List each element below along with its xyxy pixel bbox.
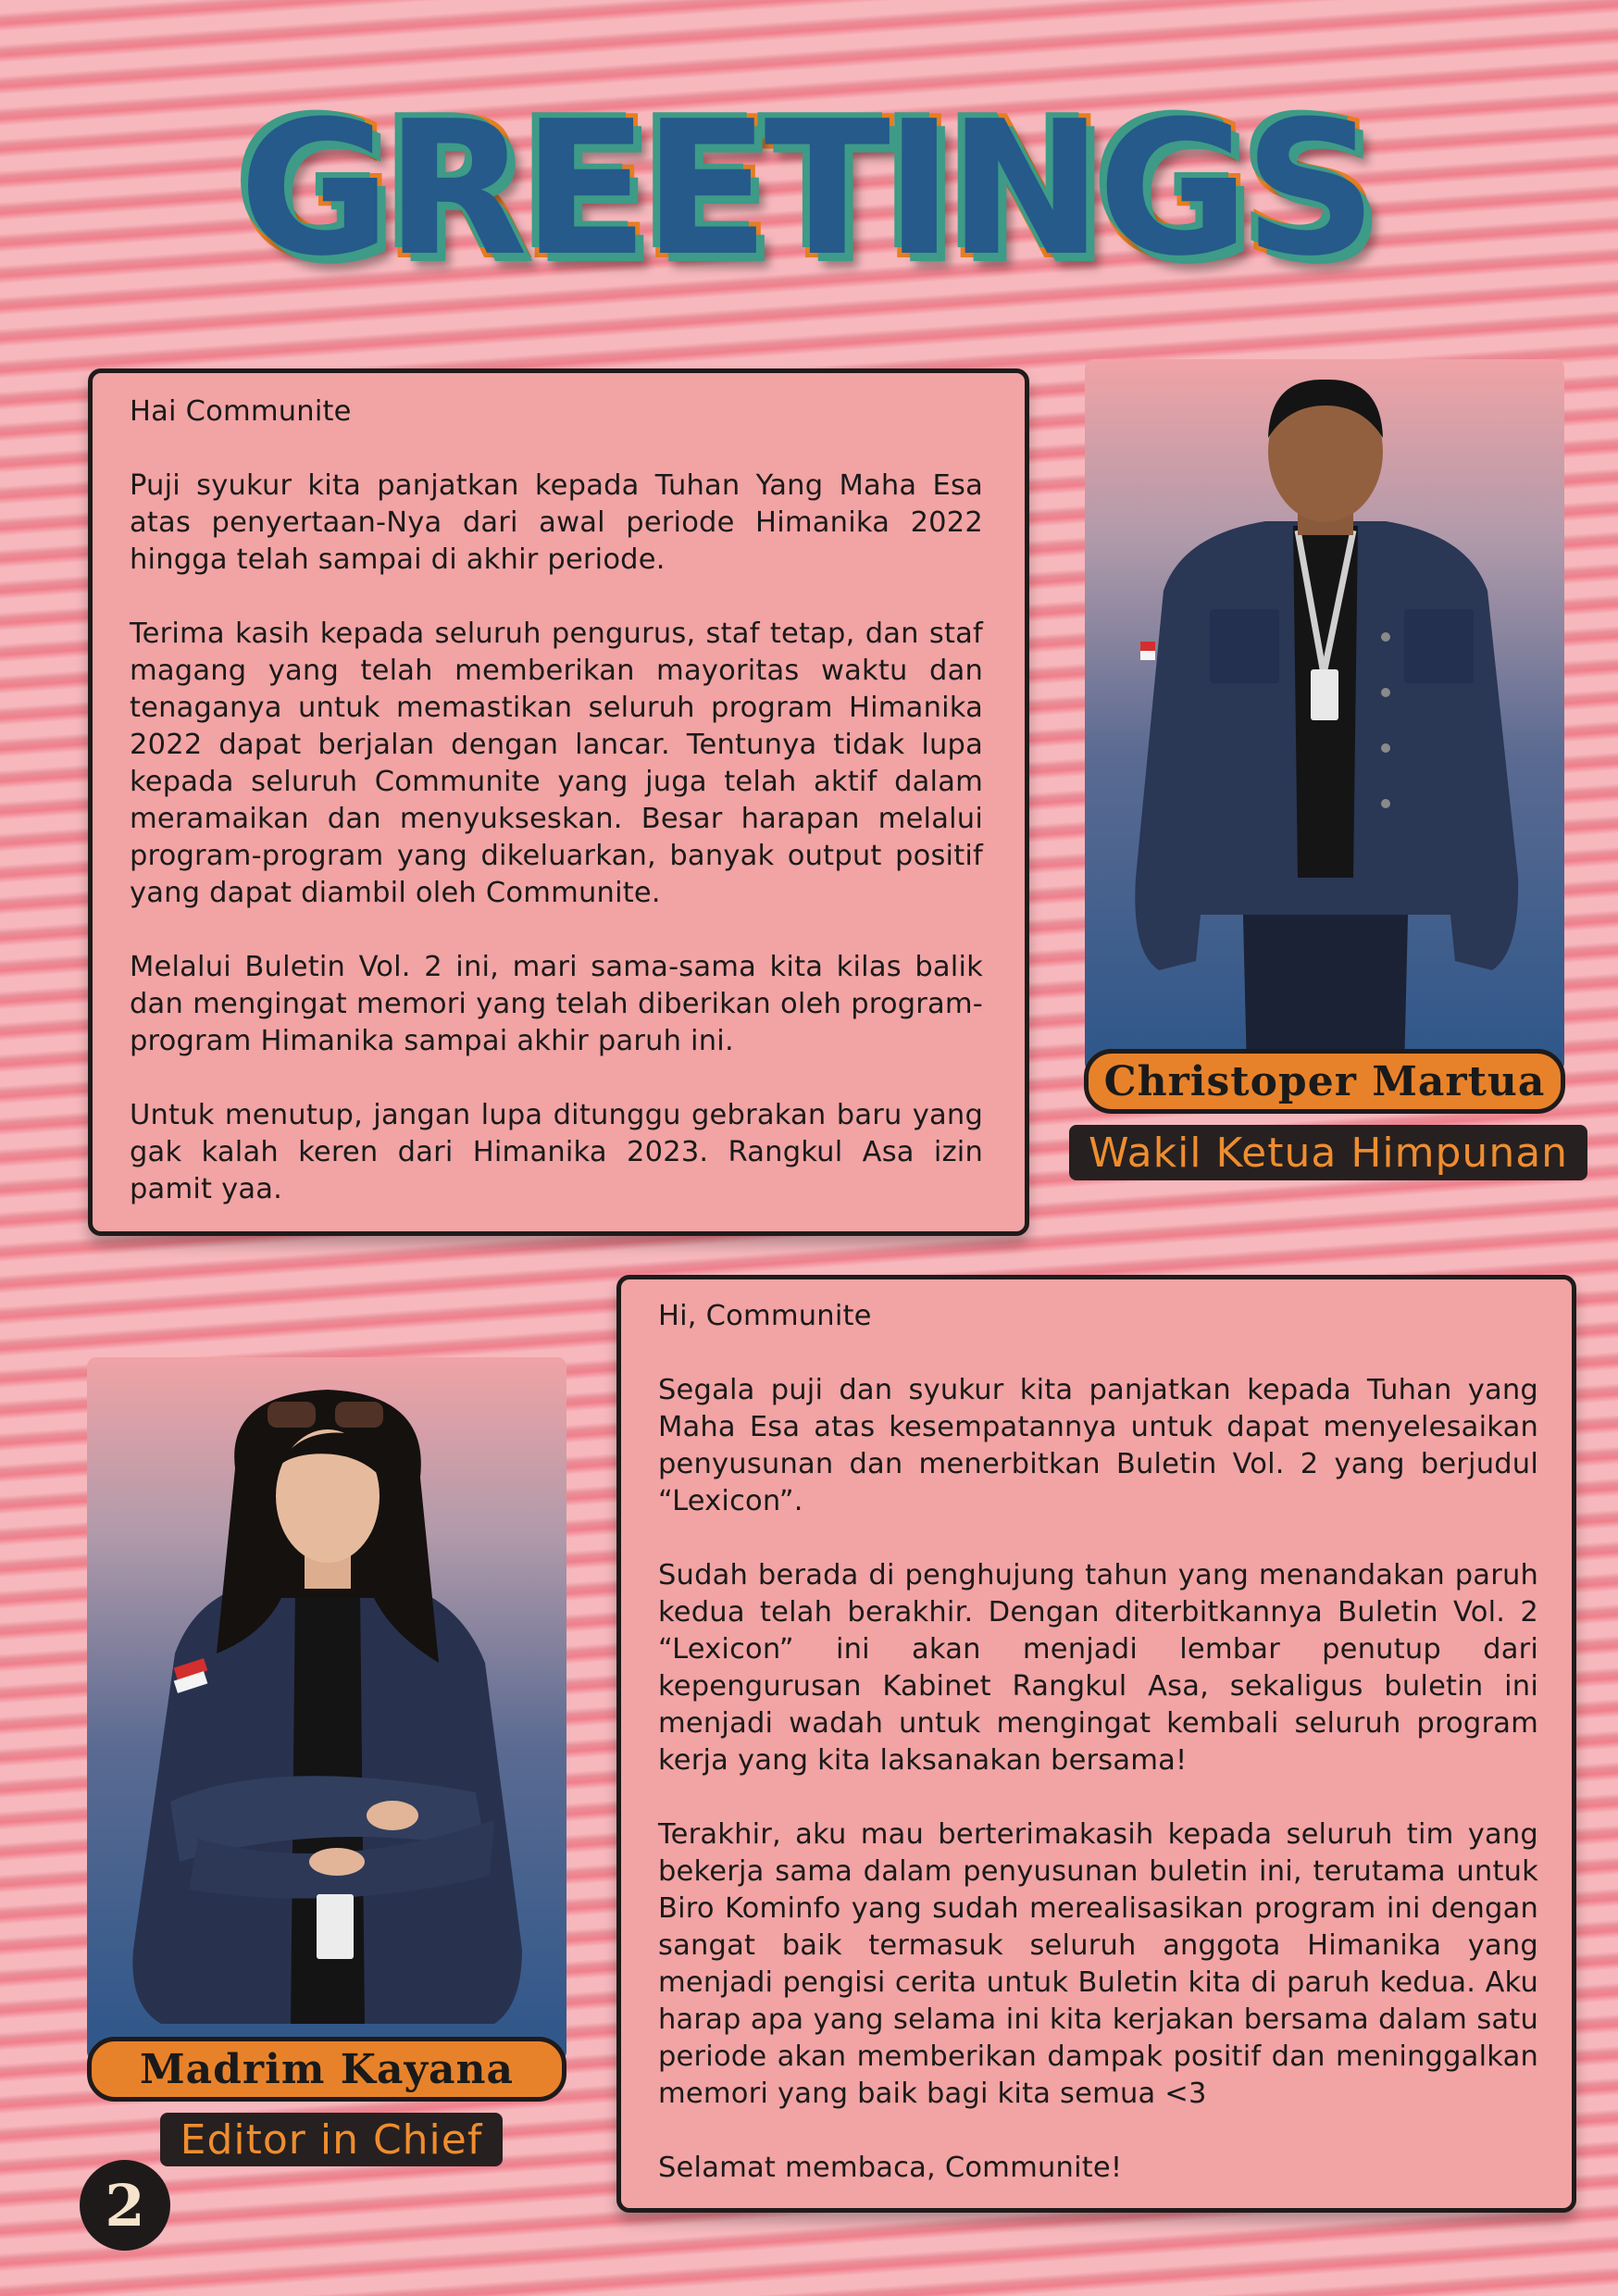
greeting-paragraph: Sudah berada di penghujung tahun yang menandakan paruh kedua telah berakhir. Dengan diterbitkannya Buletin Vol. 2 “Lexicon” ini akan menjadi lembar penutup dari kepengurusan Kabinet Rangkul Asa, sekaligus buletin ini menjadi wadah untuk mengingat kembali seluruh program kerja yang kita laksanakan bersama! [658,1559,1538,1777]
role-label-vice-chair: Wakil Ketua Himpunan [1069,1125,1587,1180]
greeting-paragraph: Terima kasih kepada seluruh pengurus, staf tetap, dan staf magang yang telah memberikan mayoritas waktu dan tenaganya untuk memastikan seluruh program Himanika 2022 dapat berjalan dengan lancar. Tentunya tidak lupa kepada seluruh Communite yang juga telah aktif dalam meramaikan dan menyukseskan. Besar harapan melalui program-program yang dikeluarkan, banyak output positif yang dapat diambil oleh Communite. [130,618,983,909]
greeting-salutation: Hi, Communite [658,1300,872,1332]
greeting-card-vice-chair [88,368,1029,1236]
portrait-photo-editor [87,1357,566,2061]
name-label-editor: Madrim Kayana [87,2037,566,2102]
greeting-paragraph: Puji syukur kita panjatkan kepada Tuhan Yang Maha Esa atas penyertaan-Nya dari awal periode Himanika 2022 hingga telah sampai di akhir periode. [130,469,983,576]
person-silhouette-icon [87,1357,566,2061]
page-number-badge: 2 [80,2160,170,2251]
greeting-closing: Selamat membaca, Communite! [658,2152,1123,2184]
greeting-paragraph: Melalui Buletin Vol. 2 ini, mari sama-sama kita kilas balik dan mengingat memori yang telah diberikan oleh program-program Himanika sampai akhir paruh ini. [130,951,983,1057]
greeting-paragraph: Segala puji dan syukur kita panjatkan kepada Tuhan yang Maha Esa atas kesempatannya untuk dapat menyelesaikan penyusunan dan menerbitkan Buletin Vol. 2 yang berjudul “Lexicon”. [658,1374,1538,1517]
greeting-paragraph: Terakhir, aku mau berterimakasih kepada seluruh tim yang bekerja sama dalam penyusunan buletin ini, terutama untuk Biro Kominfo yang sudah merealisasikan program ini dengan sangat baik termasuk seluruh anggota Himanika yang menjadi pengisi cerita untuk Buletin kita di paruh kedua. Aku harap apa yang selama ini kita kerjakan bersama dalam satu periode akan memberikan dampak positif dan meninggalkan memori yang baik bagi kita semua <3 [658,1818,1538,2110]
person-silhouette-icon [1085,359,1564,1072]
greeting-paragraph: Untuk menutup, jangan lupa ditunggu gebrakan baru yang gak kalah keren dari Himanika 2023. Rangkul Asa izin pamit yaa. [130,1099,983,1205]
page-title: GREETINGS [239,81,1372,297]
name-label-vice-chair: Christoper Martua [1084,1049,1565,1114]
title-banner [194,65,1416,315]
role-label-editor: Editor in Chief [160,2113,503,2166]
portrait-photo-vice-chair [1085,359,1564,1072]
greeting-salutation: Hai Communite [130,395,352,428]
greeting-card-editor [616,1275,1576,2213]
